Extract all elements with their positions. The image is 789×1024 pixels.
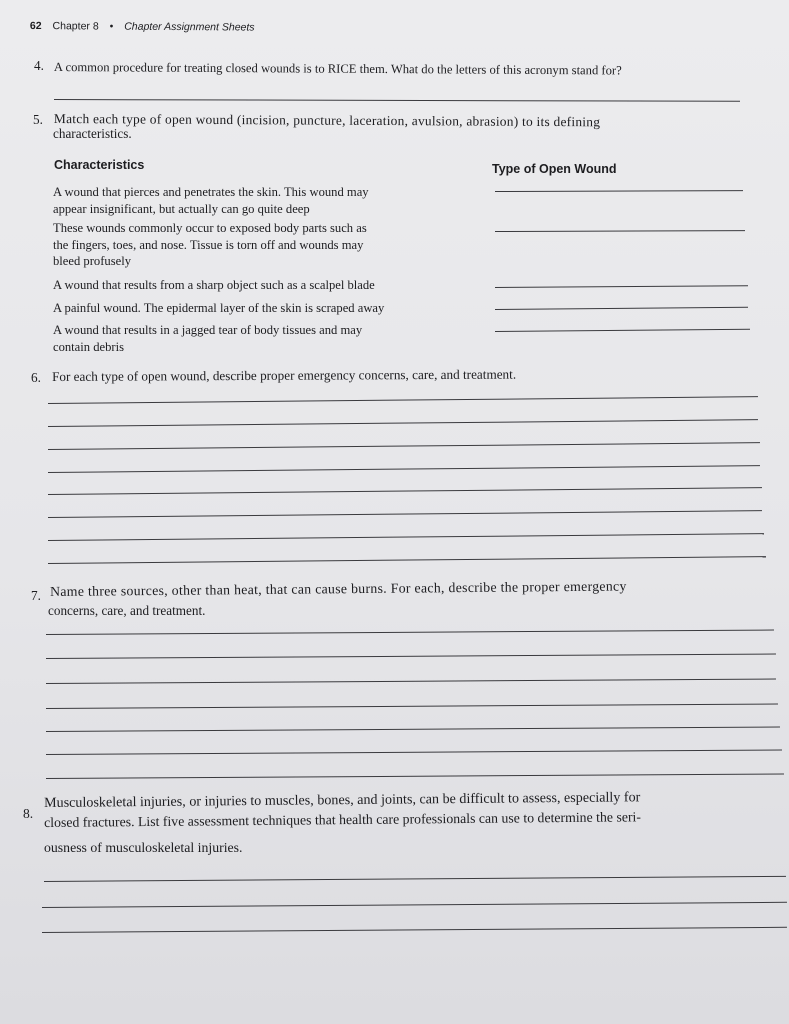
q6-answer-line-7[interactable]: [48, 533, 764, 541]
section-title: Chapter Assignment Sheets: [124, 20, 255, 34]
row-2-answer-line[interactable]: [495, 230, 745, 232]
q8-text-line1: Musculoskeletal injuries, or injuries to muscles, bones, and joints, can be difficult to assess, especially for: [44, 789, 641, 811]
wound-type-heading: Type of Open Wound: [492, 162, 617, 176]
characteristic-row-2-line2: the fingers, toes, and nose. Tissue is torn off and wounds may: [53, 238, 364, 252]
header-separator: •: [109, 20, 114, 33]
q7-answer-line-3[interactable]: [46, 679, 776, 684]
q7-text-line1: Name three sources, other than heat, that can cause burns. For each, describe the proper emergency: [50, 578, 627, 599]
row-3-answer-line[interactable]: [495, 285, 748, 288]
characteristic-row-2-line1: These wounds commonly occur to exposed body parts such as: [53, 221, 367, 235]
characteristic-row-1-line1: A wound that pierces and penetrates the skin. This wound may: [53, 185, 369, 199]
q5-text-line2: characteristics.: [53, 126, 132, 141]
page-number: 62: [29, 20, 42, 33]
q7-answer-line-1[interactable]: [46, 630, 774, 635]
q5-text-line1: Match each type of open wound (incision, puncture, laceration, avulsion, abrasion) to its defining: [53, 111, 601, 130]
characteristic-row-5-line1: A wound that results in a jagged tear of body tissues and may: [53, 323, 363, 337]
chapter-label: Chapter 8: [52, 20, 99, 33]
characteristic-row-3-line1: A wound that results from a sharp object such as a scalpel blade: [53, 278, 375, 292]
q6-text: For each type of open wound, describe proper emergency concerns, care, and treatment.: [52, 366, 517, 384]
q8-answer-line-3[interactable]: [42, 927, 787, 933]
q7-answer-line-2[interactable]: [46, 654, 776, 659]
q6-answer-line-2[interactable]: [48, 419, 758, 427]
q8-answer-line-2[interactable]: [42, 902, 787, 908]
characteristic-row-1-line2: appear insignificant, but actually can go quite deep: [53, 202, 310, 216]
q6-answer-line-5[interactable]: [48, 487, 762, 495]
q4-answer-line[interactable]: [54, 99, 740, 102]
row-1-answer-line[interactable]: [495, 190, 743, 192]
q6-number: 6.: [31, 370, 41, 385]
q4-number: 4.: [34, 58, 44, 73]
q6-answer-line-8[interactable]: [48, 556, 766, 564]
q5-number: 5.: [33, 112, 43, 127]
q6-answer-line-6[interactable]: [48, 510, 762, 518]
q8-answer-line-1[interactable]: [44, 876, 786, 882]
characteristic-row-2-line3: bleed profusely: [53, 254, 131, 268]
q7-answer-line-6[interactable]: [46, 750, 782, 755]
q7-number: 7.: [31, 588, 41, 603]
q6-answer-line-3[interactable]: [48, 442, 760, 450]
row-4-answer-line[interactable]: [495, 307, 748, 310]
q8-text-line3: ousness of musculoskeletal injuries.: [44, 840, 243, 855]
q7-text-line2: concerns, care, and treatment.: [48, 603, 206, 618]
q8-text-line2: closed fractures. List five assessment techniques that health care professionals can use to determine the seri-: [44, 809, 642, 830]
q7-answer-line-5[interactable]: [46, 727, 780, 732]
row-5-answer-line[interactable]: [495, 329, 750, 332]
characteristics-heading: Characteristics: [54, 158, 145, 172]
characteristic-row-4-line1: A painful wound. The epidermal layer of the skin is scraped away: [53, 301, 385, 315]
q7-answer-line-7[interactable]: [46, 773, 784, 779]
q4-text: A common procedure for treating closed wounds is to RICE them. What do the letters of this acronym stand for?: [53, 59, 622, 78]
q6-answer-line-1[interactable]: [48, 396, 758, 404]
characteristic-row-5-line2: contain debris: [53, 340, 124, 354]
q6-answer-line-4[interactable]: [48, 465, 760, 473]
q8-number: 8.: [23, 806, 34, 821]
q7-answer-line-4[interactable]: [46, 704, 778, 709]
page-header: [30, 20, 263, 34]
